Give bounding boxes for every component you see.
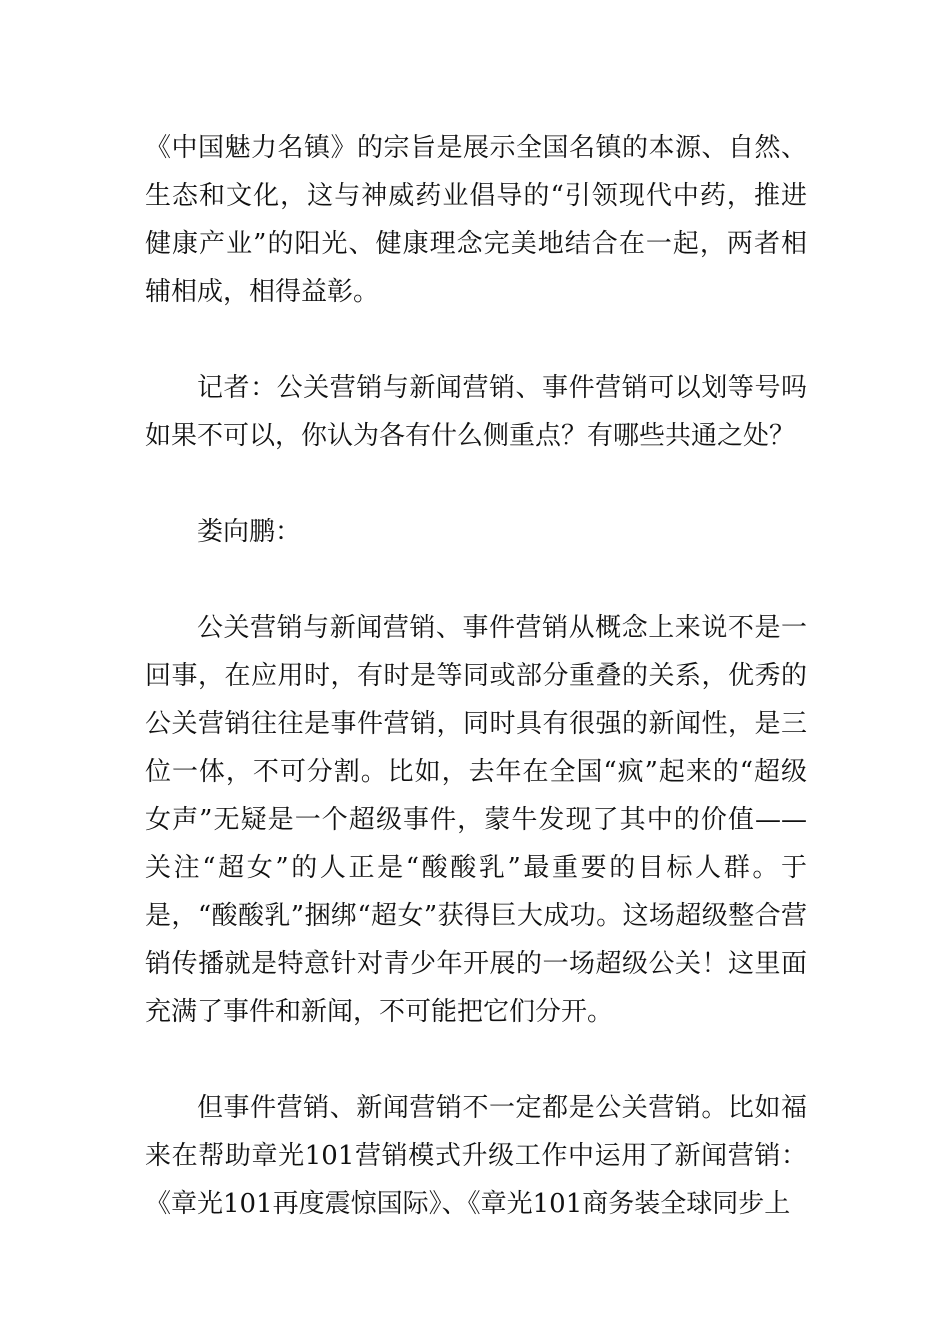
paragraph-answer-2: 但事件营销、新闻营销不一定都是公关营销。比如福来在帮助章光101营销模式升级工作中运用了新闻营销：《章光101再度震惊国际》、《章光101商务装全球同步上 xyxy=(145,1093,807,1219)
paragraph-answer-1: 公关营销与新闻营销、事件营销从概念上来说不是一回事，在应用时，有时是等同或部分重叠的关系，优秀的公关营销往往是事件营销，同时具有很强的新闻性，是三位一体，不可分割。比如，去年在全国“疯”起来的“超级女声”无疑是一个超级事件，蒙牛发现了其中的价值——关注“超女”的人正是“酸酸乳”最重要的目标人群。于是，“酸酸乳”捆绑“超女”获得巨大成功。这场超级整合营销传播就是特意针对青少年开展的一场超级公关！这里面充满了事件和新闻，不可能把它们分开。 xyxy=(145,613,807,1027)
paragraph-spacer xyxy=(145,1036,807,1084)
paragraph-reporter-question: 记者：公关营销与新闻营销、事件营销可以划等号吗如果不可以，你认为各有什么侧重点？有哪些共通之处？ xyxy=(145,373,807,451)
paragraph-spacer xyxy=(145,556,807,604)
paragraph-intro: 《中国魅力名镇》的宗旨是展示全国名镇的本源、自然、生态和文化，这与神威药业倡导的“引领现代中药，推进健康产业”的阳光、健康理念完美地结合在一起，两者相辅相成，相得益彰。 xyxy=(145,133,807,307)
document-page xyxy=(145,124,807,1228)
paragraph-spacer xyxy=(145,460,807,508)
paragraph-spacer xyxy=(145,316,807,364)
paragraph-speaker-name: 娄向鹏： xyxy=(197,517,302,547)
